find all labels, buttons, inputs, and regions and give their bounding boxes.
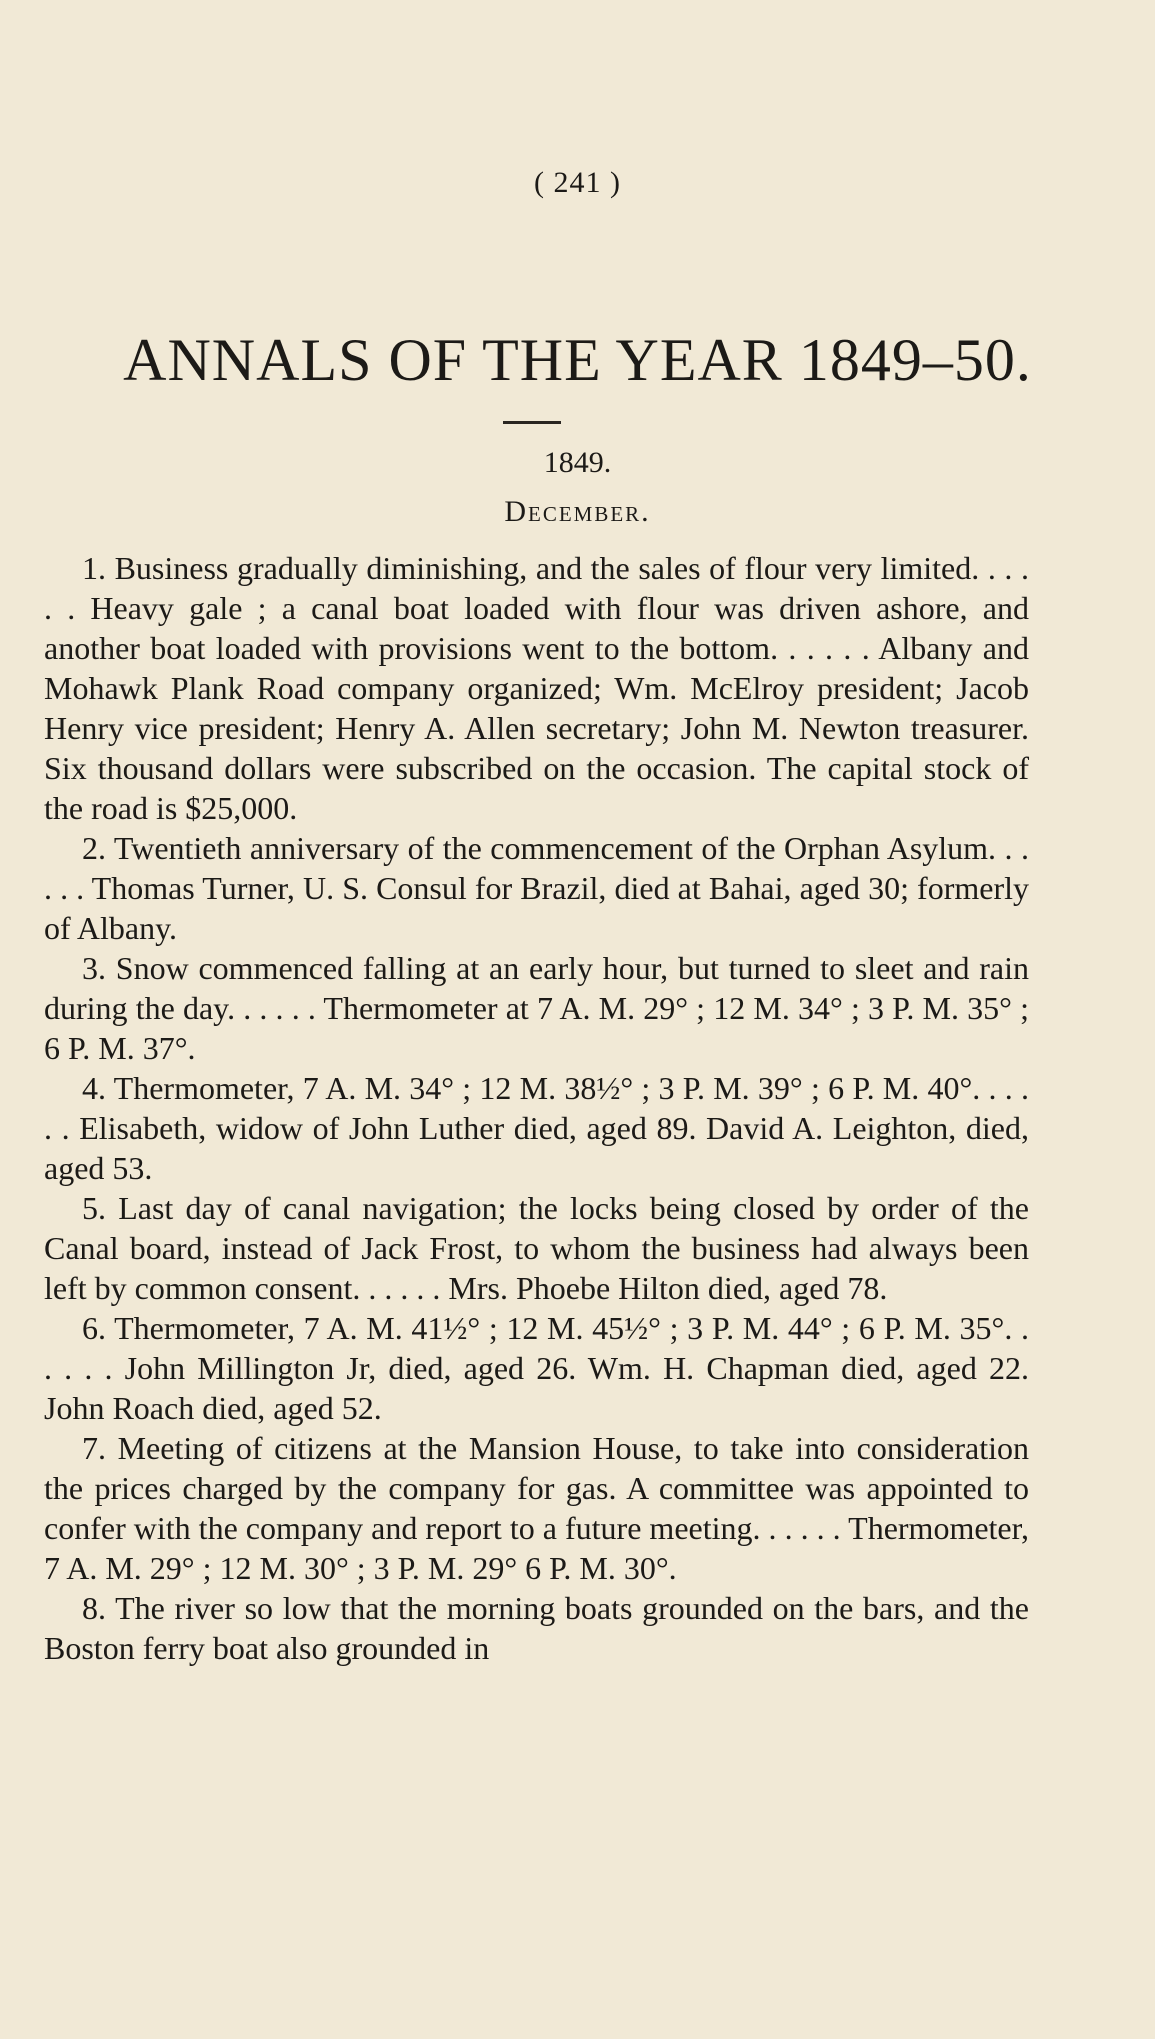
page-title: ANNALS OF THE YEAR 1849–50. [123,327,1032,393]
month-heading: December. [504,495,651,528]
entry-dec-4: 4. Thermometer, 7 A. M. 34° ; 12 M. 38½° ; 3 P. M. 39° ; 6 P. M. 40°. . . . . . Elisabeth, widow of John Luther died, aged 89. David A. Leighton, died, aged 53. [44,1070,1029,1186]
entry-dec-2: 2. Twentieth anniversary of the commencement of the Orphan Asylum. . . . . . Thomas Turner, U. S. Consul for Brazil, died at Bahai, aged 30; formerly of Albany. [44,830,1029,946]
entry-dec-1: 1. Business gradually diminishing, and the sales of flour very limited. . . . . . Heavy gale ; a canal boat loaded with flour was driven ashore, and another boat loaded with provisions went to the bottom. . . . . . Albany and Mohawk Plank Road company organized; Wm. McElroy president; Jacob Henry vice president; Henry A. Allen secretary; John M. Newton treasurer. Six thousand dollars were subscribed on the occasion. The capital stock of the road is $25,000. [44,550,1029,826]
entry-dec-5: 5. Last day of canal navigation; the locks being closed by order of the Canal board, instead of Jack Frost, to whom the business had always been left by common consent. . . . . . Mrs. Phoebe Hilton died, aged 78. [44,1190,1029,1306]
year-heading: 1849. [543,446,612,479]
entry-dec-8: 8. The river so low that the morning boats grounded on the bars, and the Boston ferry boat also grounded in [44,1590,1029,1666]
entry-dec-6: 6. Thermometer, 7 A. M. 41½° ; 12 M. 45½° ; 3 P. M. 44° ; 6 P. M. 35°. . . . . . John Millington Jr, died, aged 26. Wm. H. Chapman died, aged 22. John Roach died, aged 52. [44,1310,1029,1426]
annals-body [44,548,1029,1668]
entry-dec-3: 3. Snow commenced falling at an early hour, but turned to sleet and rain during the day. . . . . . Thermometer at 7 A. M. 29° ; 12 M. 34° ; 3 P. M. 35° ; 6 P. M. 37°. [44,950,1029,1066]
entry-dec-7: 7. Meeting of citizens at the Mansion House, to take into consideration the prices charged by the company for gas. A committee was appointed to confer with the company and report to a future meeting. . . . . . Thermometer, 7 A. M. 29° ; 12 M. 30° ; 3 P. M. 29° 6 P. M. 30°. [44,1430,1029,1586]
title-divider [503,421,561,424]
page-number: ( 241 ) [534,166,621,199]
